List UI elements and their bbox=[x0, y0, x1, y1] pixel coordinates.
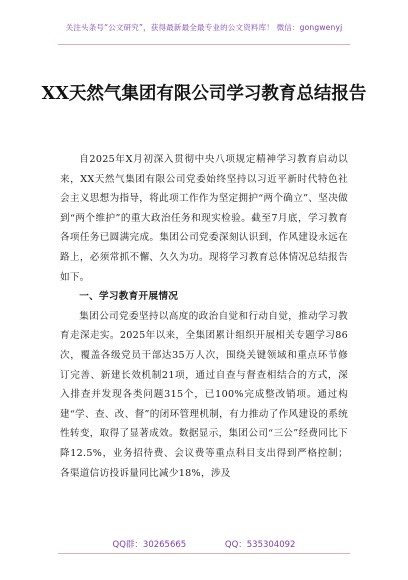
header-banner: 关注头条号“公文研究”，获得最新最全最专业的公文资料库！ 微信：gongwenyj bbox=[65, 23, 343, 32]
header-divider bbox=[58, 44, 350, 45]
footer-qq: QQ：535304092 bbox=[224, 540, 296, 550]
footer-divider bbox=[58, 553, 350, 554]
section-heading: 一、学习教育开展情况 bbox=[79, 291, 179, 303]
footer-qq-group: QQ群：30265665 bbox=[112, 540, 187, 550]
section-paragraph: 集团公司党委坚持以高度的政治自觉和行动自觉，推动学习教育走深走实。2025年以来，全集团累计组织开展相关专题学习86次，覆盖各级党员干部达35万人次，围绕关键领域和重点环节修订完善、新建长效机制21项，通过自查与督查相结合的方式，深入排查并发现各类问题315个，已100%完成整改销项。通过构建“学、查、改、督”的闭环管理机制，有力推动了作风建设的系统性转变，取得了显著成效。数据显示，集团公司“三公”经费同比下降12.5%，业务招待费、会议费等重点科目支出得到严格控制；各渠道信访投诉量同比减少18%，涉及 bbox=[60, 310, 348, 479]
document-title: XX天然气集团有限公司学习教育总结报告 bbox=[41, 84, 367, 104]
footer-contact bbox=[0, 538, 408, 550]
intro-paragraph: 自2025年X月初深入贯彻中央八项规定精神学习教育启动以来，XX天然气集团有限公司党委始终坚持以习近平新时代特色社会主义思想为指导，将此项工作作为坚定拥护“两个确立”、坚决做到“两个维护”的重大政治任务和现实检验。截至7月底，学习教育各项任务已圆满完成。集团公司党委深刻认识到，作风建设永远在路上，必须常抓不懈、久久为功。现将学习教育总体情况总结报告如下。 bbox=[60, 154, 348, 283]
document-body bbox=[60, 150, 348, 483]
